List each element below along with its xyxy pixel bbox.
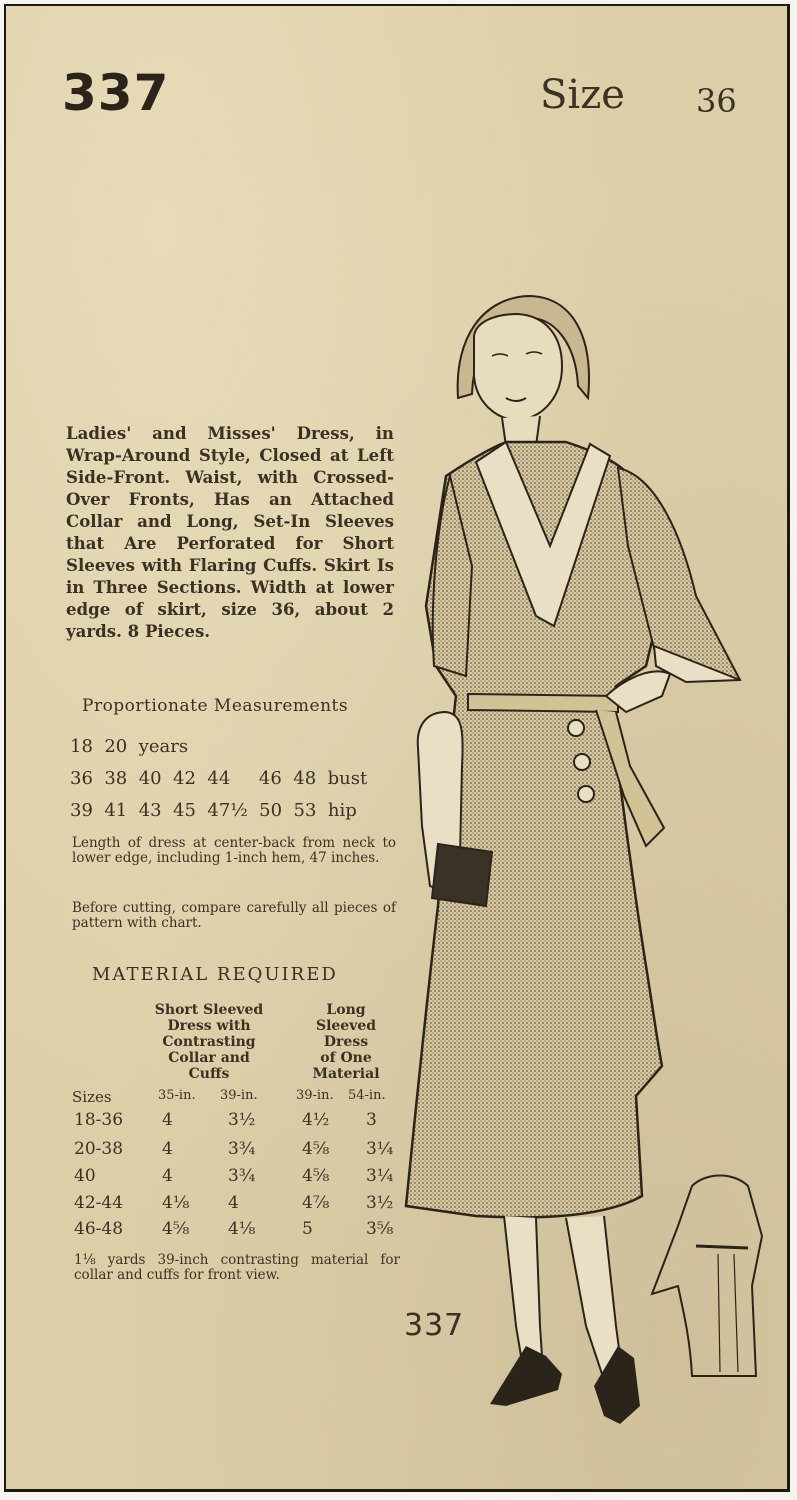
- col2-header-line: Dress: [323, 1034, 369, 1050]
- table-row-size: 20-38: [74, 1139, 124, 1159]
- size-value: 36: [696, 82, 737, 120]
- table-cell: 4⅝: [302, 1139, 330, 1159]
- table-cell: 4: [162, 1110, 173, 1130]
- col1-header-line: Cuffs: [188, 1066, 230, 1082]
- table-cell: 4⅝: [302, 1166, 330, 1186]
- size-label: Size: [540, 72, 625, 118]
- table-cell: 4: [162, 1166, 173, 1186]
- contrasting-material-note: 1⅛ yards 39-inch contrasting material for collar and cuffs for front view.: [74, 1252, 400, 1283]
- material-heading: MATERIAL REQUIRED: [92, 964, 338, 985]
- table-row-size: 46-48: [74, 1219, 124, 1239]
- table-row-size: 18-36: [74, 1110, 124, 1130]
- table-cell: 4½: [302, 1110, 330, 1130]
- width-35: 35-in.: [158, 1088, 196, 1103]
- table-cell: 3½: [366, 1193, 394, 1213]
- pattern-envelope: [4, 4, 790, 1492]
- table-row-size: 40: [74, 1166, 96, 1186]
- col2-header-line: Sleeved: [315, 1018, 377, 1034]
- measurements-heading: Proportionate Measurements: [82, 696, 349, 716]
- back-view-figure: [652, 1176, 762, 1377]
- col2-header-line: of One: [320, 1050, 372, 1066]
- width-54: 54-in.: [348, 1088, 386, 1103]
- col1-header-line: Collar and: [168, 1050, 250, 1066]
- table-cell: 3½: [228, 1110, 256, 1130]
- table-cell: 4: [228, 1193, 239, 1213]
- table-cell: 3¾: [228, 1139, 256, 1159]
- belt-shape: [468, 694, 618, 712]
- length-note: Length of dress at center-back from neck to lower edge, including 1-inch hem, 47 inches.: [72, 835, 396, 866]
- shoe-left: [490, 1346, 562, 1406]
- table-cell: 3¾: [228, 1166, 256, 1186]
- purse-icon: [432, 844, 492, 906]
- table-row-size: 42-44: [74, 1193, 124, 1213]
- table-cell: 3⅝: [366, 1219, 394, 1239]
- illustration-number: 337: [404, 1308, 465, 1343]
- table-cell: 4: [162, 1139, 173, 1159]
- pattern-description: Ladies' and Misses' Dress, in Wrap-Around Style, Closed at Left Side-Front. Waist, with Crossed-Over Fronts, Has an Attached Collar and Long, Set-In Sleeves that Are Perforated for Short Sleeves with Flaring Cuffs. Skirt Is in Three Sections. Width at lower edge of skirt, size 36, about 2 yards. 8 Pieces.: [66, 423, 394, 641]
- width-39: 39-in.: [296, 1088, 334, 1103]
- table-cell: 3: [366, 1110, 377, 1130]
- measurements-bust: 36 38 40 42 44 46 48 bust: [70, 768, 368, 789]
- col1-header-line: Dress with: [167, 1018, 251, 1034]
- measurements-ages: 18 20 years: [70, 736, 189, 757]
- table-cell: 3¼: [366, 1166, 394, 1186]
- measurements-hip: 39 41 43 45 47½ 50 53 hip: [70, 800, 357, 821]
- table-cell: 3¼: [366, 1139, 394, 1159]
- col1-header-line: Short Sleeved: [154, 1002, 264, 1018]
- width-39: 39-in.: [220, 1088, 258, 1103]
- table-cell: 4⅛: [228, 1219, 256, 1239]
- col2-header-line: Material: [312, 1066, 380, 1082]
- sizes-label: Sizes: [72, 1088, 112, 1106]
- table-cell: 5: [302, 1219, 313, 1239]
- cutting-note: Before cutting, compare carefully all pieces of pattern with chart.: [72, 900, 396, 931]
- col2-header-line: Long: [326, 1002, 366, 1018]
- col1-header-line: Contrasting: [162, 1034, 256, 1050]
- face-shape: [474, 314, 562, 420]
- dress-illustration: [6, 6, 790, 1492]
- table-cell: 4⅞: [302, 1193, 330, 1213]
- table-cell: 4⅝: [162, 1219, 190, 1239]
- table-cell: 4⅛: [162, 1193, 190, 1213]
- pattern-number: 337: [62, 64, 170, 122]
